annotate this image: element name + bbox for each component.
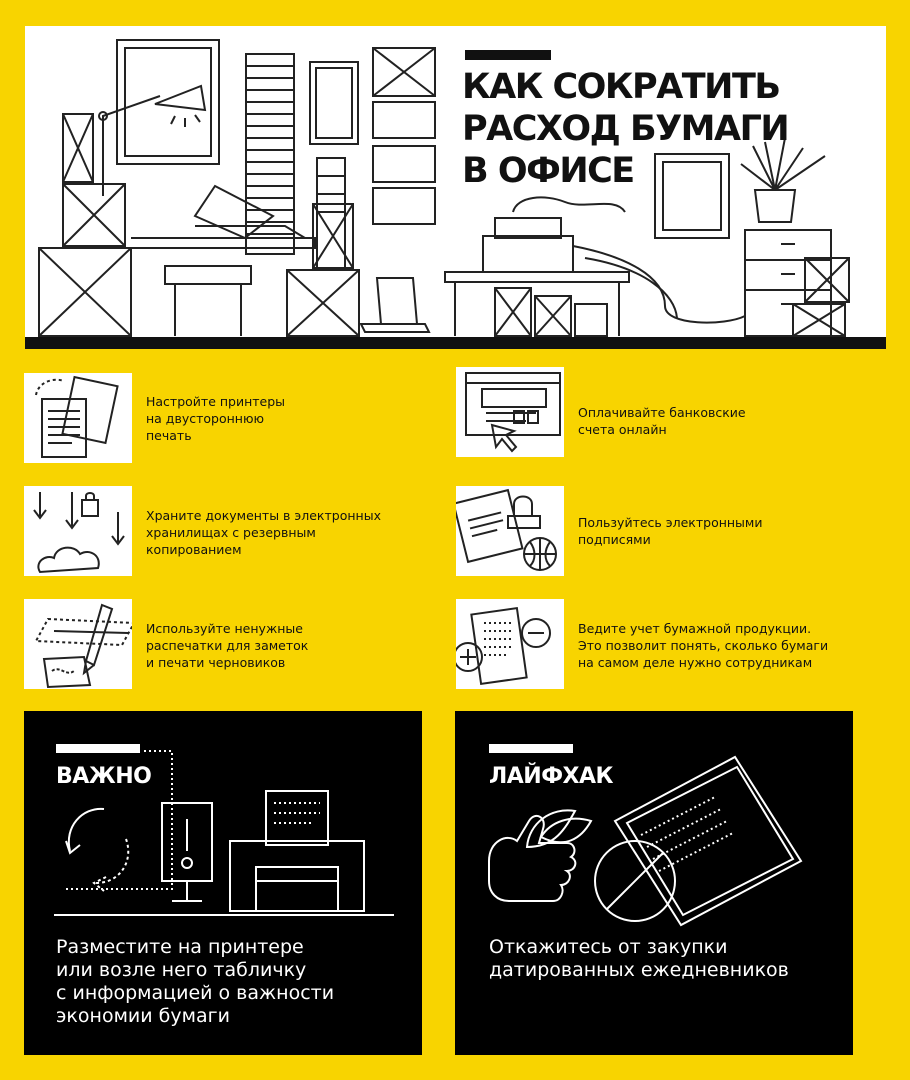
- lifehack-line: датированных ежедневников: [489, 959, 789, 981]
- tip-line: распечатки для заметок: [146, 638, 309, 653]
- tip-e-signature: [578, 514, 843, 548]
- important-accent-bar: [56, 744, 140, 753]
- lifehack-line: Откажитесь от закупки: [489, 936, 728, 958]
- title-line-3: В ОФИСЕ: [462, 151, 634, 191]
- lifehack-panel: [455, 711, 853, 1055]
- lifehack-text: [489, 936, 789, 982]
- important-line: Разместите на принтере: [56, 936, 304, 958]
- tip-line: копированием: [146, 542, 242, 557]
- important-line: экономии бумаги: [56, 1005, 230, 1027]
- title-line-1: КАК СОКРАТИТЬ: [462, 67, 780, 107]
- important-line: с информацией о важности: [56, 982, 335, 1004]
- lifehack-accent-bar: [489, 744, 573, 753]
- hero-illustration-panel: [25, 26, 886, 349]
- cloud-storage-icon: [24, 486, 132, 576]
- title-line-2: РАСХОД БУМАГИ: [462, 109, 789, 149]
- tip-line: Настройте принтеры: [146, 394, 286, 409]
- tip-paper-accounting: [578, 620, 843, 671]
- tip-reuse-paper: [146, 620, 411, 671]
- e-signature-icon: [456, 486, 564, 576]
- tip-line: Ведите учет бумажной продукции.: [578, 621, 812, 636]
- tip-line: Пользуйтесь электронными: [578, 515, 763, 530]
- tip-line: Используйте ненужные: [146, 621, 303, 636]
- floor-line: [25, 337, 886, 349]
- online-banking-icon: [456, 367, 564, 457]
- tip-line: Это позволит понять, сколько бумаги: [578, 638, 829, 653]
- duplex-printing-icon: [24, 373, 132, 463]
- tip-line: на самом деле нужно сотрудникам: [578, 655, 813, 670]
- important-panel: [24, 711, 422, 1055]
- tip-line: Храните документы в электронных: [146, 508, 381, 523]
- tip-line: на двустороннюю: [146, 411, 264, 426]
- tip-line: печать: [146, 428, 192, 443]
- tip-line: хранилищах с резервным: [146, 525, 316, 540]
- important-text: [56, 936, 334, 1028]
- paper-accounting-icon: [456, 599, 564, 689]
- reuse-paper-icon: [24, 599, 132, 689]
- important-label: ВАЖНО: [56, 764, 152, 789]
- important-line: или возле него табличку: [56, 959, 307, 981]
- tip-line: счета онлайн: [578, 422, 667, 437]
- tip-duplex-printing: [146, 393, 411, 444]
- lifehack-label: ЛАЙФХАК: [489, 764, 613, 789]
- tip-cloud-storage: [146, 507, 411, 558]
- tip-line: подписями: [578, 532, 651, 547]
- page-title: [462, 66, 882, 192]
- title-accent-bar: [465, 50, 551, 60]
- diary-refusal-illustration: [455, 711, 853, 1055]
- tip-line: Оплачивайте банковские: [578, 405, 746, 420]
- tip-line: и печати черновиков: [146, 655, 286, 670]
- tip-online-banking: [578, 404, 843, 438]
